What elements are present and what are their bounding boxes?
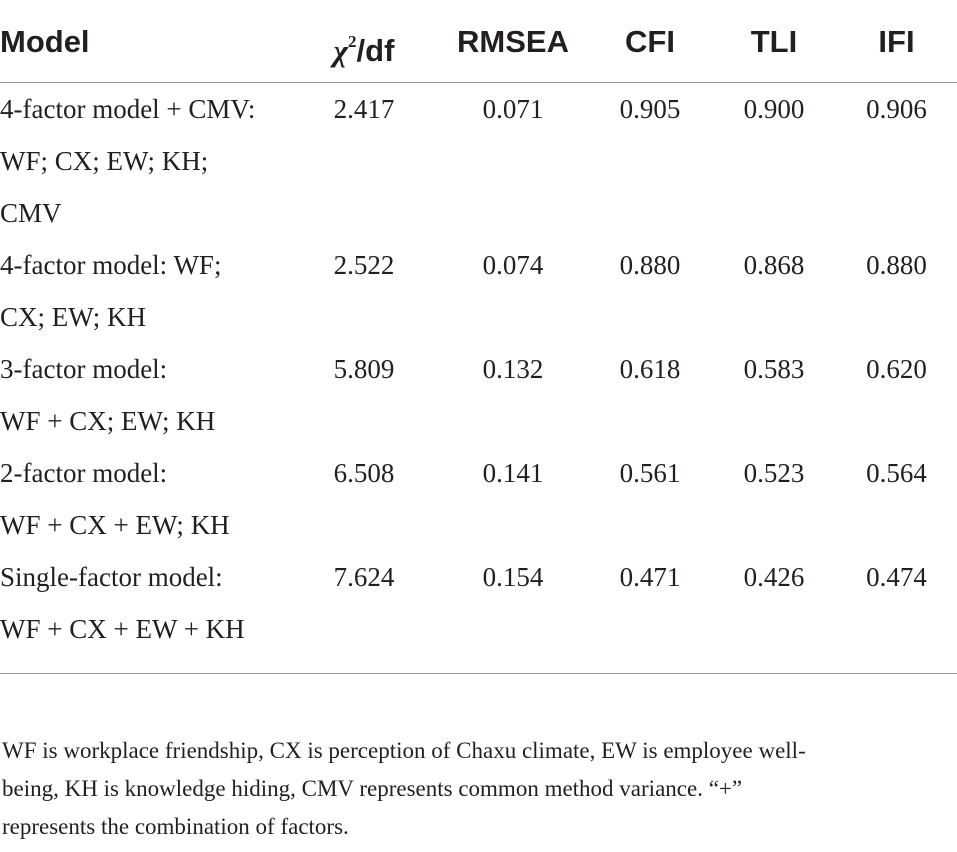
cell-rmsea: 0.074 bbox=[482, 250, 544, 280]
cell-model bbox=[0, 551, 290, 674]
table-row bbox=[0, 83, 957, 240]
model-line: WF + CX + EW + KH bbox=[0, 614, 245, 644]
cell-rmsea: 0.132 bbox=[482, 354, 544, 384]
model-fit-table bbox=[0, 14, 957, 674]
model-line: 4-factor model + CMV: bbox=[0, 94, 256, 124]
cell-ifi: 0.880 bbox=[866, 250, 927, 280]
cell-tli: 0.868 bbox=[743, 250, 805, 280]
cell-tli: 0.523 bbox=[743, 458, 805, 488]
cell-model bbox=[0, 343, 290, 447]
cell-cfi: 0.471 bbox=[588, 551, 712, 674]
footnote-line: being, KH is knowledge hiding, CMV represents common method variance. “+” bbox=[2, 776, 743, 801]
cell-rmsea: 0.141 bbox=[482, 458, 544, 488]
header-rmsea: RMSEA bbox=[438, 14, 588, 83]
model-line: CX; EW; KH bbox=[0, 302, 146, 332]
model-line: WF + CX; EW; KH bbox=[0, 406, 216, 436]
table-row bbox=[0, 343, 957, 447]
cell-ifi: 0.564 bbox=[866, 458, 927, 488]
cell-chi-df: 2.417 bbox=[333, 94, 395, 124]
cell-ifi: 0.906 bbox=[866, 94, 927, 124]
model-line: 2-factor model: bbox=[0, 458, 168, 488]
model-line: CMV bbox=[0, 198, 62, 228]
cell-rmsea: 0.154 bbox=[438, 551, 588, 674]
chi-suffix: /df bbox=[356, 33, 395, 68]
header-tli: TLI bbox=[712, 14, 836, 83]
cell-rmsea: 0.071 bbox=[482, 94, 544, 124]
footnote-line: WF is workplace friendship, CX is perception of Chaxu climate, EW is employee well- bbox=[2, 738, 806, 763]
cell-tli: 0.426 bbox=[712, 551, 836, 674]
cell-chi-df: 6.508 bbox=[333, 458, 395, 488]
cell-cfi: 0.561 bbox=[619, 458, 681, 488]
table-row bbox=[0, 239, 957, 343]
table-row bbox=[0, 551, 957, 674]
chi-symbol: χ bbox=[333, 33, 349, 68]
cell-tli: 0.900 bbox=[743, 94, 805, 124]
model-line: 4-factor model: WF; bbox=[0, 250, 222, 280]
cell-model bbox=[0, 239, 290, 343]
header-row bbox=[0, 14, 957, 83]
model-line: Single-factor model: bbox=[0, 562, 223, 592]
header-model: Model bbox=[0, 14, 290, 83]
header-chi-df bbox=[290, 14, 438, 83]
chi-superscript: 2 bbox=[348, 32, 357, 51]
model-line: 3-factor model: bbox=[0, 354, 168, 384]
cell-chi-df: 7.624 bbox=[290, 551, 438, 674]
cell-model bbox=[0, 83, 290, 240]
cell-cfi: 0.880 bbox=[619, 250, 681, 280]
cell-model bbox=[0, 447, 290, 551]
cell-chi-df: 2.522 bbox=[333, 250, 395, 280]
cell-chi-df: 5.809 bbox=[333, 354, 395, 384]
header-ifi: IFI bbox=[836, 14, 957, 83]
table-row bbox=[0, 447, 957, 551]
cell-cfi: 0.905 bbox=[619, 94, 681, 124]
header-cfi: CFI bbox=[588, 14, 712, 83]
cell-cfi: 0.618 bbox=[619, 354, 681, 384]
cell-tli: 0.583 bbox=[743, 354, 805, 384]
footnote-line: represents the combination of factors. bbox=[2, 814, 349, 839]
model-line: WF + CX + EW; KH bbox=[0, 510, 230, 540]
table-footnote bbox=[2, 732, 942, 846]
cell-ifi: 0.474 bbox=[836, 551, 957, 674]
cell-ifi: 0.620 bbox=[866, 354, 927, 384]
model-line: WF; CX; EW; KH; bbox=[0, 146, 209, 176]
table-body bbox=[0, 83, 957, 674]
